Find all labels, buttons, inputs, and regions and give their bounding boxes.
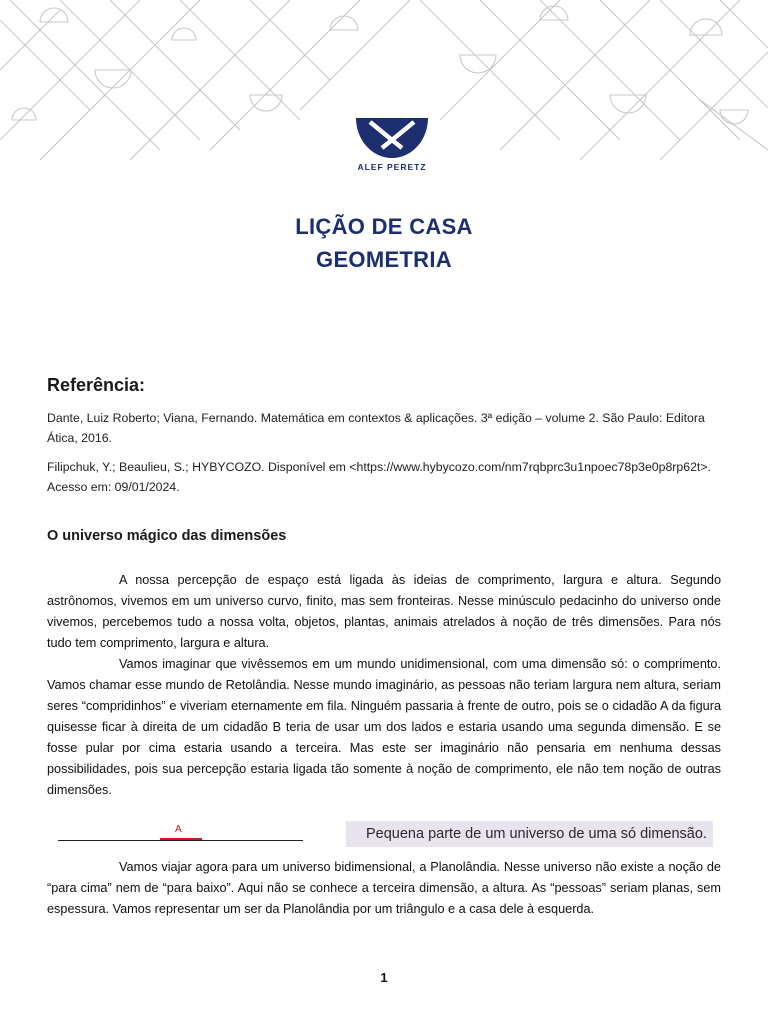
section-heading: O universo mágico das dimensões (47, 528, 287, 544)
one-dimension-figure (58, 824, 306, 844)
section-body-top (47, 570, 721, 801)
logo-text: ALEF PERETZ (357, 162, 427, 172)
paragraph-1: A nossa percepção de espaço está ligada às ideias de comprimento, largura e altura. Segundo astrônomos, vivemos em um universo curvo, finito, mas sem fronteiras. Nesse minúsculo pedacinho do universo onde vivemos, percebemos tudo a nossa volta, objetos, plantas, animais atrelados à noção de três dimensões. Para nós tudo tem comprimento, largura e altura. (47, 573, 721, 650)
figure-line (58, 840, 303, 841)
reference-entry-1: Dante, Luiz Roberto; Viana, Fernando. Matemática em contextos & aplicações. 3ª edição – volume 2. São Paulo: Editora Ática, 2016. (47, 411, 705, 445)
logo-emblem-icon (356, 118, 428, 158)
reference-entry-2: Filipchuk, Y.; Beaulieu, S.; HYBYCOZO. Disponível em <https://www.hybycozo.com/nm7rqbprc3u1npoec78p3e0p8rp62t>. Acesso em: 09/01/2024. (47, 460, 711, 494)
page-title-line1: LIÇÃO DE CASA (295, 214, 473, 239)
figure-label-a: A (175, 824, 182, 835)
figure-citizen-a-segment (160, 838, 202, 840)
paragraph-2: Vamos imaginar que vivêssemos em um mundo unidimensional, com uma dimensão só: o comprimento. Vamos chamar esse mundo de Retolândia. Nesse mundo imaginário, as pessoas não teriam largura nem altura, seriam seres “compridinhos” e viveriam eternamente em fila. Ninguém passaria à frente de outro, pois se o cidadão A da figura quisesse ficar à direita de um cidadão B teria de usar um dos lados e estaria usando uma segunda dimensão. E se fosse pular por cima estaria usando a terceira. Mas este ser imaginário não pensaria em nenhuma dessas possibilidades, pois sua percepção estaria ligada tão somente à noção de comprimento, ele não tem noção de outras dimensões. (47, 657, 721, 797)
brand-logo (352, 118, 432, 172)
page-title-line2: GEOMETRIA (316, 247, 452, 272)
section-body-bottom (47, 857, 721, 920)
reference-heading: Referência: (47, 375, 146, 395)
page-number: 1 (380, 970, 388, 985)
paragraph-3: Vamos viajar agora para um universo bidimensional, a Planolândia. Nesse universo não existe a noção de “para cima” nem de “para baixo”. Aqui não se conhece a terceira dimensão, a altura. As “pessoas” seriam planas, sem espessura. Vamos representar um ser da Planolândia por um triângulo e a casa dele à esquerda. (47, 860, 721, 916)
figure-caption: Pequena parte de um universo de uma só dimensão. (366, 826, 707, 842)
